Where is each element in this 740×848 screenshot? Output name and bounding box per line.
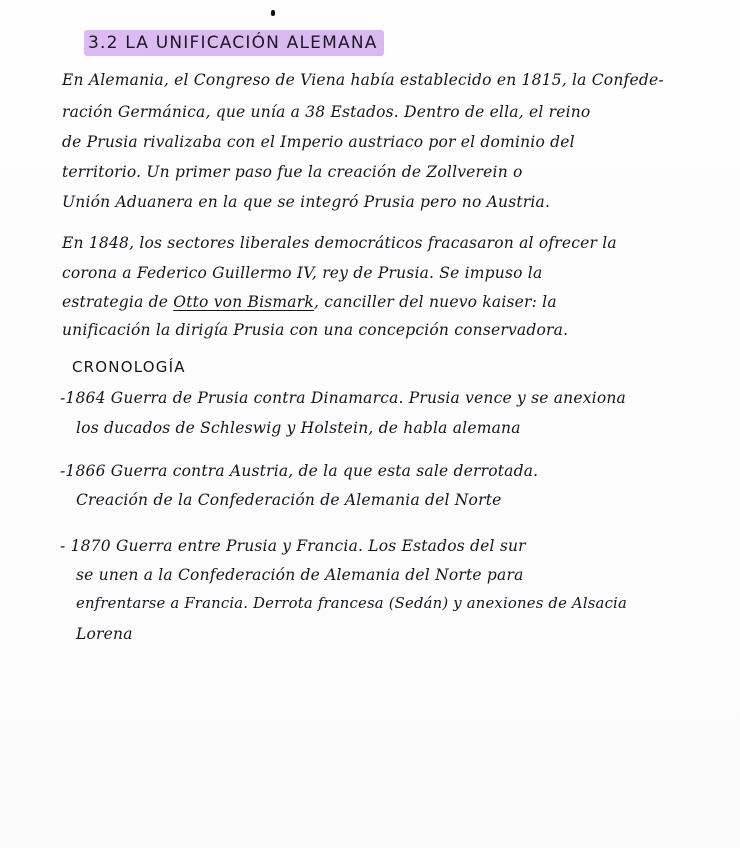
- paragraph1-line: de Prusia rivalizaba con el Imperio austriaco por el dominio del: [62, 133, 575, 151]
- paragraph2-line: corona a Federico Guillermo IV, rey de Prusia. Se impuso la: [62, 264, 543, 282]
- paragraph2-line: [62, 292, 557, 312]
- chronology-entry-1870-cont: enfrentarse a Francia. Derrota francesa (Sedán) y anexiones de Alsacia: [76, 595, 628, 612]
- chronology-entry-1864-cont: los ducados de Schleswig y Holstein, de habla alemana: [76, 419, 521, 437]
- chronology-heading: CRONOLOGÍA: [72, 358, 186, 376]
- title-highlight: [84, 30, 384, 56]
- paragraph2-line3-suffix: , canciller del nuevo kaiser: la: [313, 293, 557, 311]
- chronology-entry-1870-cont: Lorena: [76, 625, 133, 643]
- paragraph1-line: Unión Aduanera en la que se integró Prusia pero no Austria.: [62, 193, 551, 211]
- paragraph2-line: unificación la dirigía Prusia con una concepción conservadora.: [62, 321, 569, 339]
- chronology-entry-1866: -1866 Guerra contra Austria, de la que esta sale derrotada.: [60, 462, 539, 480]
- chronology-entry-1866-cont: Creación de la Confederación de Alemania del Norte: [76, 491, 502, 509]
- ink-dot: [271, 10, 275, 16]
- chronology-entry-1864: -1864 Guerra de Prusia contra Dinamarca. Prusia vence y se anexiona: [60, 389, 626, 407]
- paragraph1-line: territorio. Un primer paso fue la creación de Zollverein o: [62, 163, 523, 181]
- page-title: 3.2 LA UNIFICACIÓN ALEMANA: [88, 33, 378, 53]
- chronology-entry-1870: - 1870 Guerra entre Prusia y Francia. Los Estados del sur: [60, 537, 526, 555]
- bismarck-name: Otto von Bismark: [173, 293, 314, 311]
- chronology-entry-1870-cont: se unen a la Confederación de Alemania del Norte para: [76, 566, 524, 584]
- paragraph1-line: ración Germánica, que unía a 38 Estados. Dentro de ella, el reino: [62, 103, 591, 121]
- paragraph1-line: En Alemania, el Congreso de Viena había establecido en 1815, la Confede-: [62, 71, 664, 89]
- paragraph2-line: En 1848, los sectores liberales democráticos fracasaron al ofrecer la: [62, 234, 617, 252]
- paragraph2-line3-prefix: estrategia de: [62, 293, 174, 311]
